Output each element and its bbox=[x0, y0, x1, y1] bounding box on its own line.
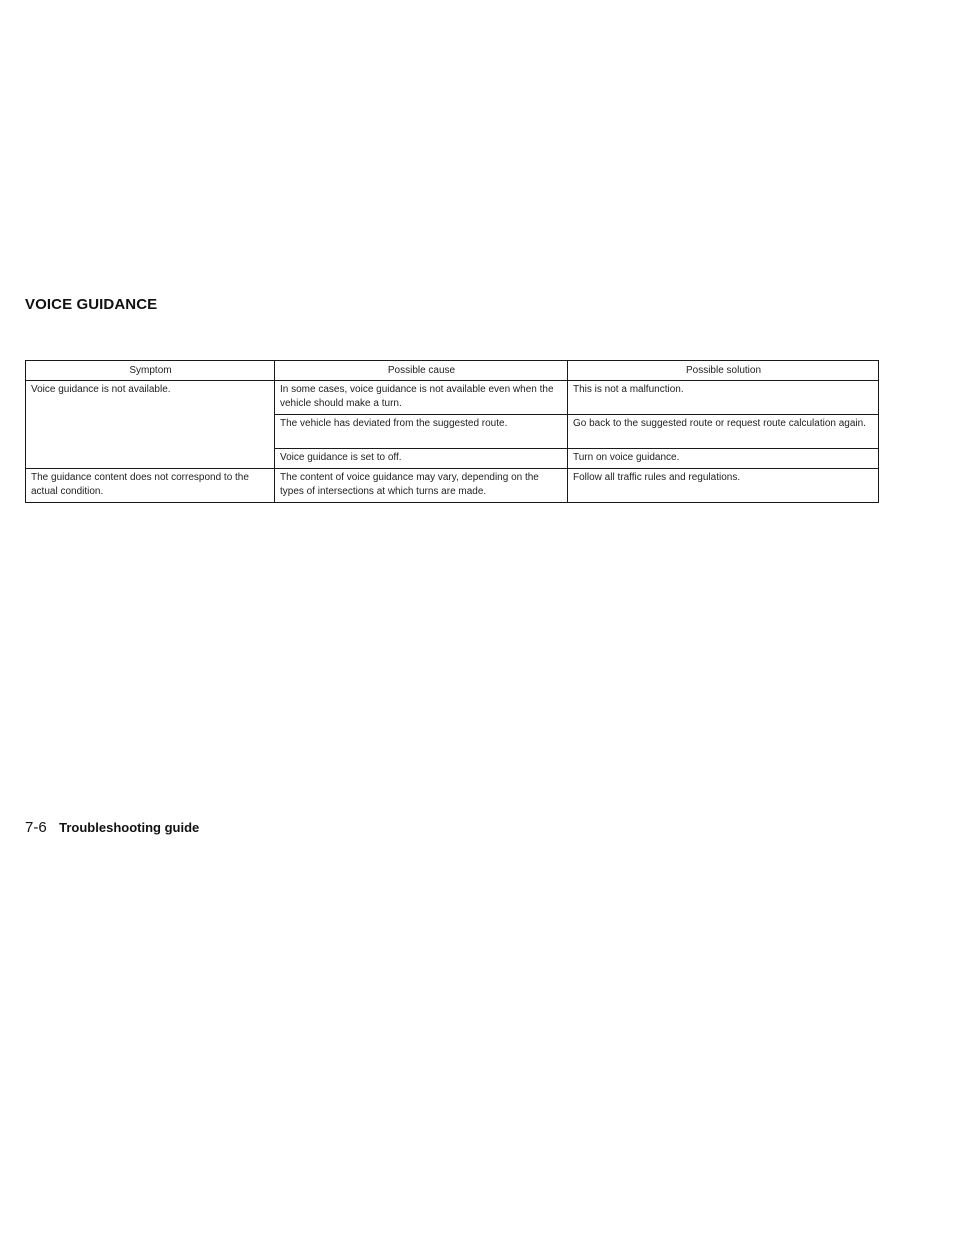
page-footer bbox=[25, 819, 199, 837]
table-row bbox=[26, 381, 879, 415]
header-symptom: Symptom bbox=[26, 361, 275, 381]
table-header-row bbox=[26, 361, 879, 381]
cause-cell: The vehicle has deviated from the suggested route. bbox=[275, 415, 568, 449]
cause-cell: The content of voice guidance may vary, depending on the types of intersections at which turns are made. bbox=[275, 469, 568, 503]
table-row bbox=[26, 469, 879, 503]
troubleshooting-table bbox=[25, 360, 879, 503]
page-number: 7-6 bbox=[25, 819, 47, 836]
cause-cell: Voice guidance is set to off. bbox=[275, 449, 568, 469]
symptom-cell: The guidance content does not correspond to the actual condition. bbox=[26, 469, 275, 503]
footer-chapter-title: Troubleshooting guide bbox=[59, 820, 200, 835]
solution-cell: Follow all traffic rules and regulations. bbox=[568, 469, 879, 503]
header-possible-cause: Possible cause bbox=[275, 361, 568, 381]
cause-cell: In some cases, voice guidance is not available even when the vehicle should make a turn. bbox=[275, 381, 568, 415]
section-title: VOICE GUIDANCE bbox=[25, 296, 158, 313]
solution-cell: This is not a malfunction. bbox=[568, 381, 879, 415]
solution-cell: Turn on voice guidance. bbox=[568, 449, 879, 469]
solution-cell: Go back to the suggested route or request route calculation again. bbox=[568, 415, 879, 449]
symptom-cell: Voice guidance is not available. bbox=[26, 381, 275, 469]
header-possible-solution: Possible solution bbox=[568, 361, 879, 381]
